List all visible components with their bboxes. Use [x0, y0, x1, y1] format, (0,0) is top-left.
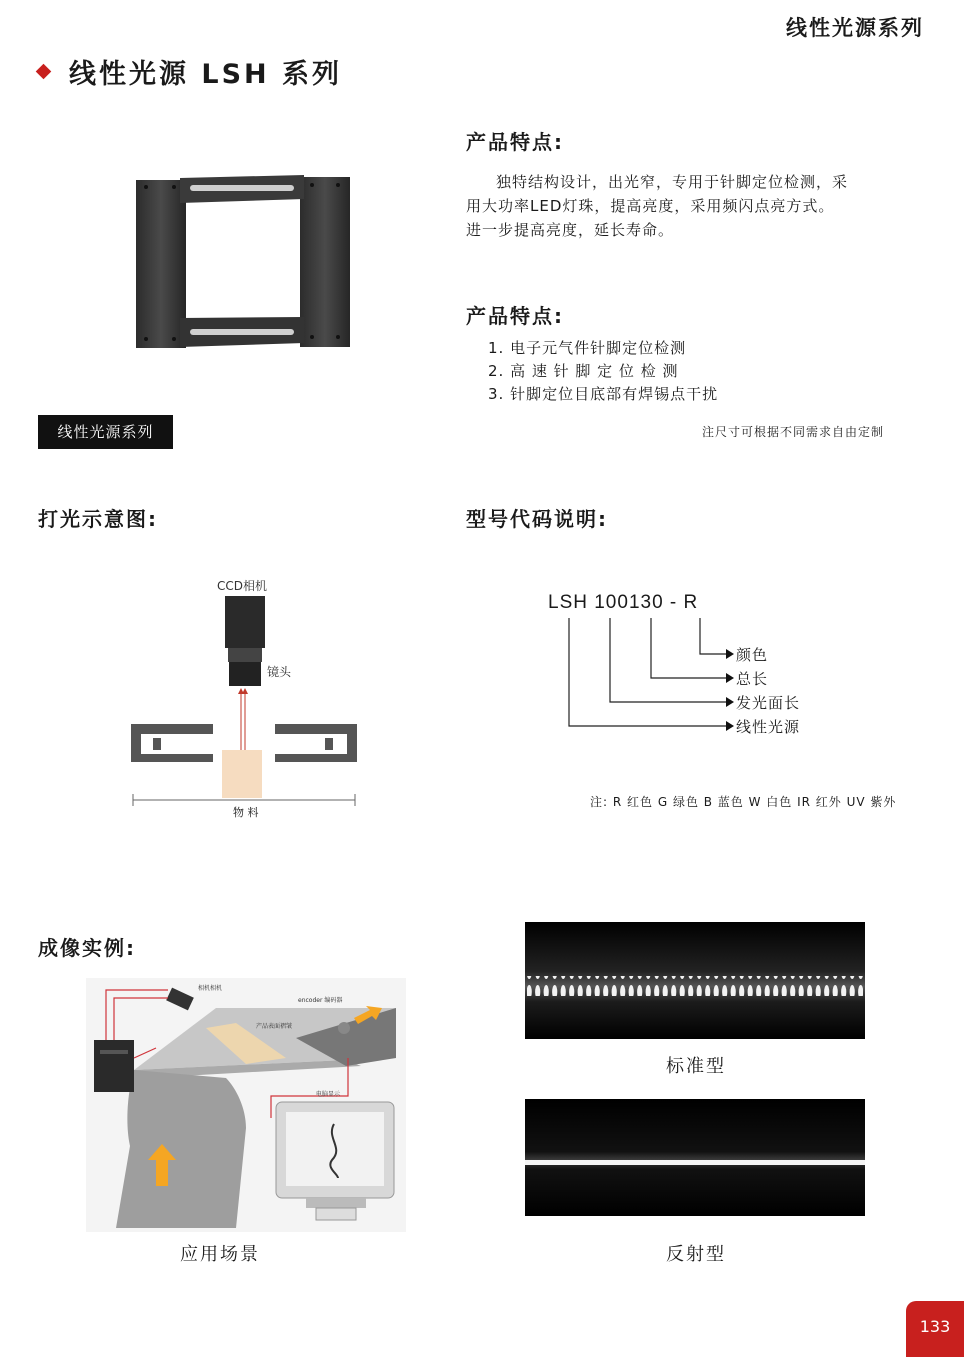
series-header: 线性光源系列	[786, 16, 924, 40]
scene-caption: 应用场景	[180, 1244, 260, 1265]
model-heading: 型号代码说明:	[466, 507, 608, 531]
light-left-top	[131, 724, 213, 734]
product-label: 线性光源系列	[38, 415, 173, 449]
applications-list	[488, 337, 718, 406]
lens-ring	[228, 648, 262, 662]
lighting-heading: 打光示意图:	[38, 507, 158, 531]
led-dot-row	[527, 976, 863, 996]
scene-label-monitor: 电脑显示	[316, 1091, 341, 1098]
features-line: 进一步提高亮度，延长寿命。	[466, 221, 675, 239]
camera-body	[225, 596, 265, 648]
frame-right-bar	[300, 177, 350, 347]
imaging-heading: 成像实例:	[38, 936, 136, 960]
scene-label-camera: 相机相机	[198, 985, 223, 992]
scene-label-surface: 产品表面褶皱	[256, 1023, 293, 1030]
page-title: 线性光源 LSH 系列	[69, 59, 343, 90]
model-code: LSH 100130 - R	[548, 592, 699, 613]
model-part-color: 颜色	[736, 646, 769, 664]
diamond-bullet-icon	[36, 64, 52, 80]
product-image	[128, 175, 358, 355]
features-line: 独特结构设计，出光窄，专用于针脚定位检测，采	[496, 173, 849, 191]
lighting-diagram	[125, 572, 365, 828]
model-part-emit-length: 发光面长	[736, 694, 801, 712]
reflective-type-image	[525, 1099, 865, 1216]
list-item: 3. 针脚定位目底部有焊锡点干扰	[488, 385, 719, 403]
lens-label: 镜头	[267, 665, 292, 679]
web-surface-front	[116, 1070, 246, 1228]
reflect-line	[525, 1160, 865, 1165]
application-scene-image	[86, 978, 406, 1232]
frame-top-slot	[190, 185, 294, 191]
frame-left-bar	[136, 180, 186, 348]
model-part-total-length: 总长	[736, 670, 769, 688]
features-heading: 产品特点:	[466, 130, 564, 154]
object-label: 物 料	[233, 806, 259, 819]
features-text	[466, 170, 926, 242]
lens-body	[229, 662, 261, 686]
title-block	[38, 52, 342, 91]
encoder-icon	[338, 1022, 350, 1034]
applications-heading: 产品特点:	[466, 304, 564, 328]
standard-type-image	[525, 922, 865, 1039]
size-note: 注尺寸可根据不同需求自由定制	[702, 425, 885, 439]
object-block	[222, 750, 262, 798]
frame-bottom-slot	[190, 329, 294, 335]
controller-box	[94, 1040, 134, 1092]
light-right-top	[275, 724, 357, 734]
features-line: 用大功率LED灯珠，提高亮度，采用频闪点亮方式。	[466, 197, 835, 215]
camera-label: CCD相机	[217, 579, 267, 593]
list-item: 1. 电子元气件针脚定位检测	[488, 339, 687, 357]
page-number: 133	[906, 1301, 964, 1357]
model-part-type: 线性光源	[736, 718, 801, 736]
list-item: 2. 高 速 针 脚 定 位 检 测	[488, 362, 679, 380]
standard-caption: 标准型	[666, 1056, 726, 1077]
reflective-caption: 反射型	[666, 1244, 726, 1265]
color-note: 注: R 红色 G 绿色 B 蓝色 W 白色 IR 红外 UV 紫外	[590, 795, 897, 809]
scene-label-encoder: encoder 编码器	[298, 997, 343, 1004]
model-code-lines	[560, 618, 740, 742]
